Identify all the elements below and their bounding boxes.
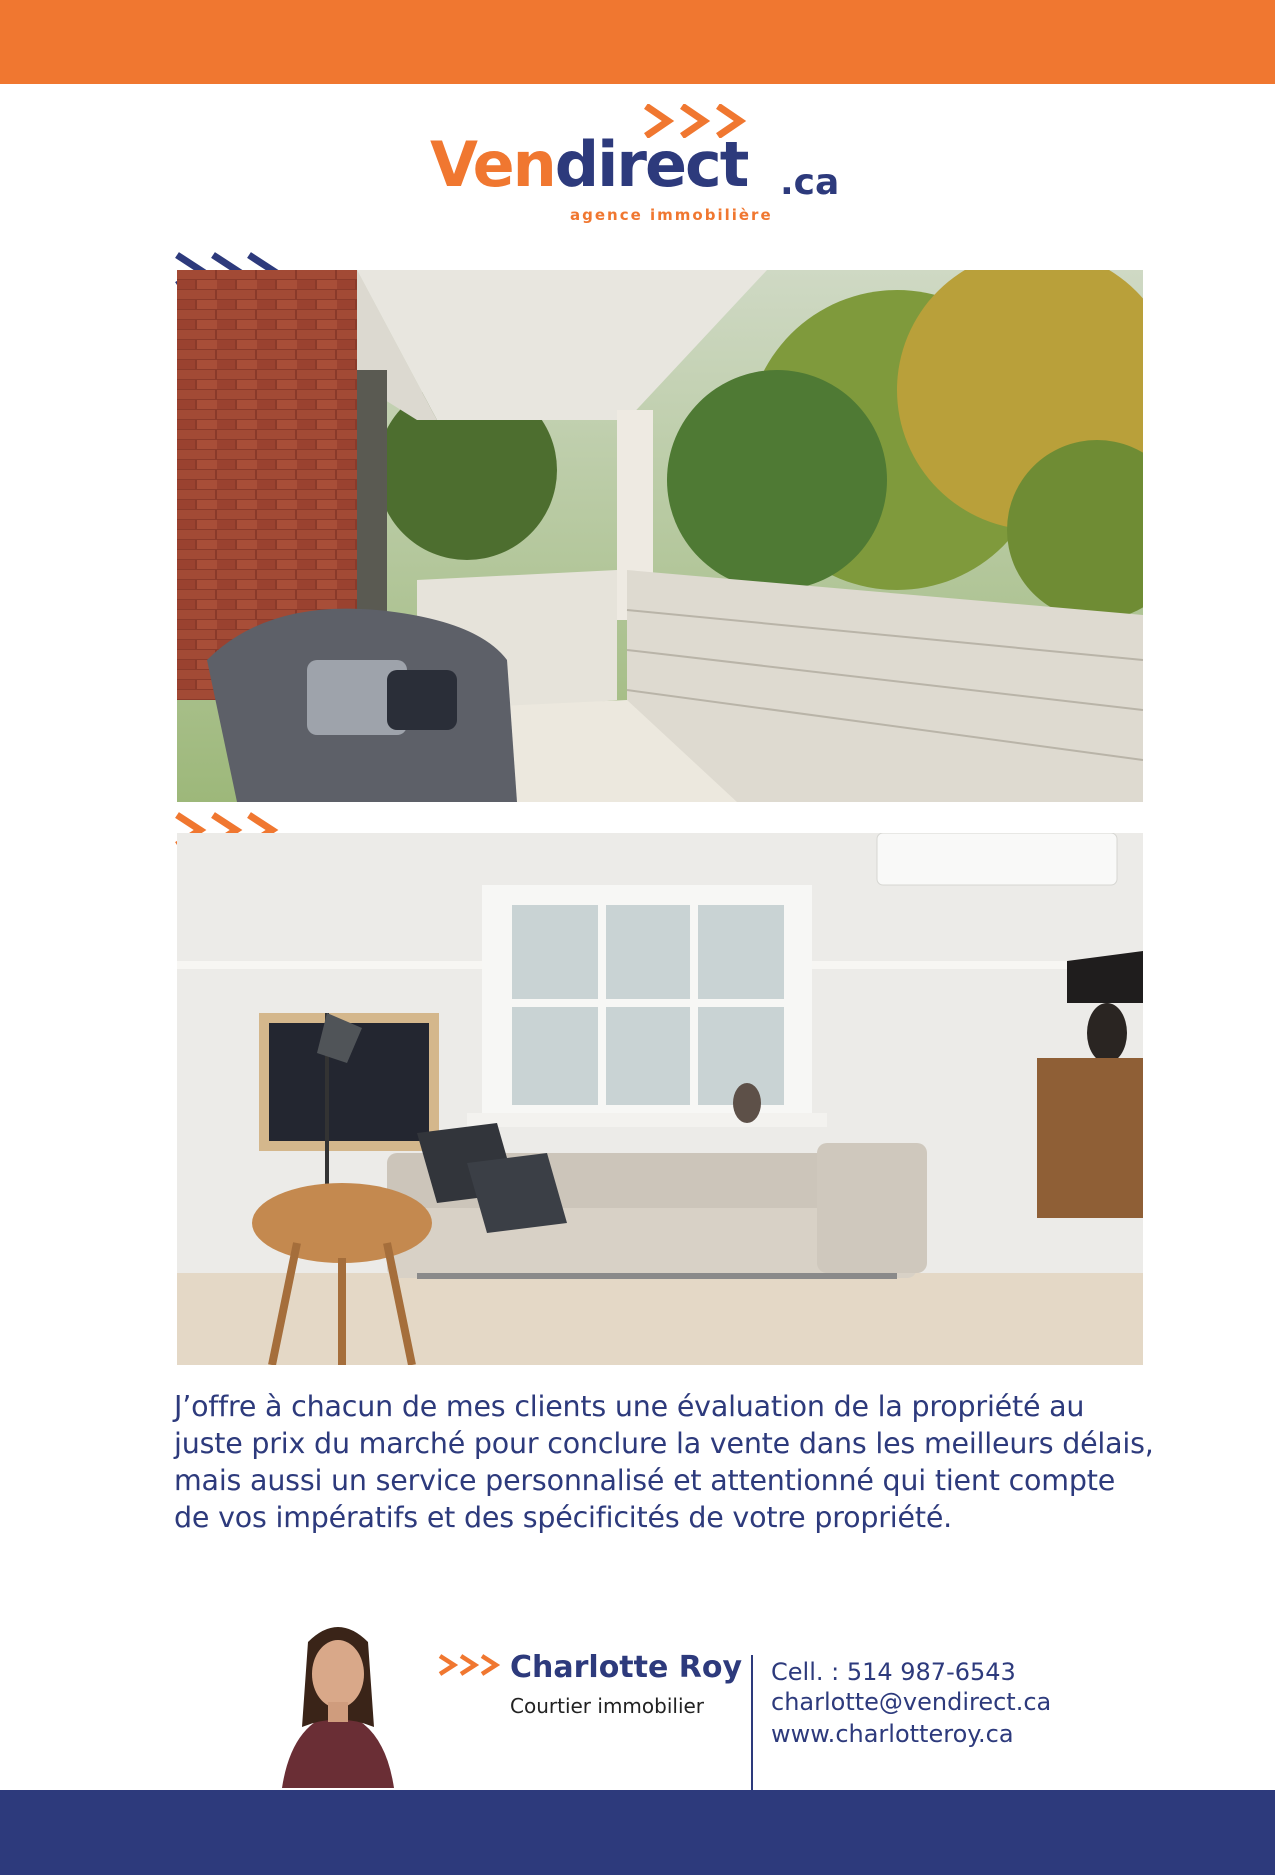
agent-title: Courtier immobilier bbox=[510, 1694, 705, 1718]
agent-photo bbox=[262, 1612, 414, 1788]
contact-divider bbox=[751, 1655, 753, 1790]
porch-photo bbox=[177, 270, 1143, 802]
triple-chevron-icon bbox=[438, 1654, 502, 1676]
agent-name: Charlotte Roy bbox=[510, 1650, 743, 1685]
top-orange-bar bbox=[0, 0, 1275, 84]
bottom-navy-bar bbox=[0, 1790, 1275, 1875]
logo-direct: direct bbox=[554, 128, 748, 201]
vendirect-logo bbox=[430, 104, 850, 234]
logo-wordmark bbox=[430, 128, 748, 201]
agent-phone: Cell. : 514 987-6543 bbox=[771, 1658, 1016, 1686]
logo-ven: Ven bbox=[430, 128, 555, 201]
agent-website[interactable]: www.charlotteroy.ca bbox=[771, 1720, 1014, 1748]
logo-tld: .ca bbox=[780, 162, 840, 203]
agent-email[interactable]: charlotte@vendirect.ca bbox=[771, 1688, 1052, 1716]
living-room-photo bbox=[177, 833, 1143, 1365]
description-paragraph: J’offre à chacun de mes clients une évaluation de la propriété au juste prix du marché pour conclure la vente dans les meilleurs délais, mais aussi un service personnalisé et attentionné qui tient compte de vos impératifs et des spécificités de votre propriété. bbox=[174, 1390, 1154, 1534]
logo-tagline: agence immobilière bbox=[570, 206, 773, 224]
